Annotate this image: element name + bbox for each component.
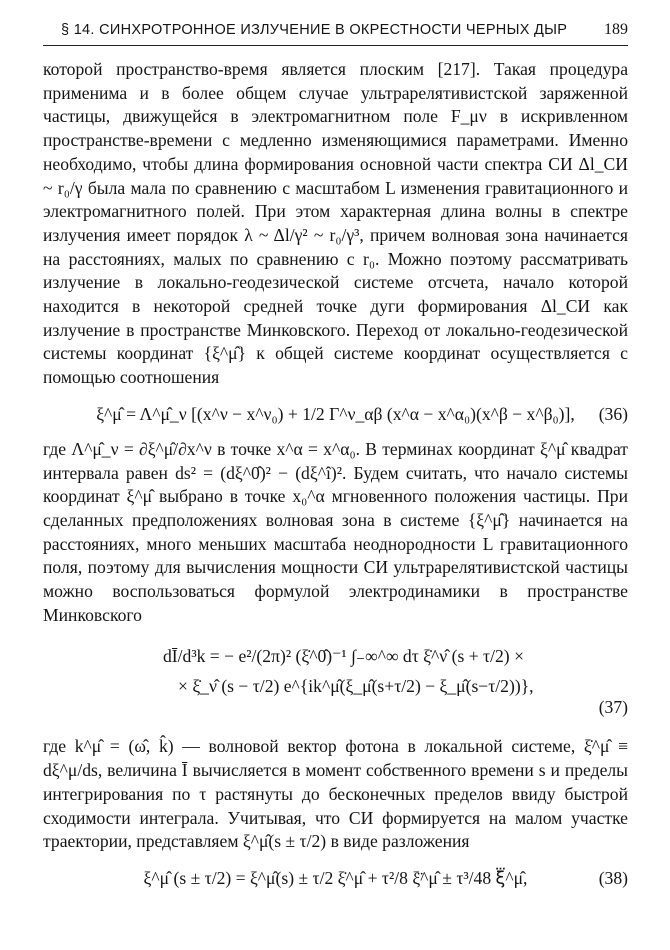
- equation-38: [43, 858, 628, 898]
- equation-36-body: ξ^μ̂ = Λ^μ̂_ν [(x^ν − x^ν₀) + 1/2 Γ^ν_αβ (x^α − x^α₀)(x^β − x^β₀)],: [96, 403, 575, 424]
- header-rule: [43, 45, 628, 46]
- equation-37-line-2: × ξ̇_ν̂ (s − τ/2) e^{ik^μ̂(ξ_μ̂(s+τ/2) − ξ_μ̂(s−τ/2))},: [178, 676, 534, 697]
- page-header: [43, 20, 628, 48]
- equation-37: [43, 635, 628, 727]
- equation-36: [43, 394, 628, 434]
- equation-37-label: (37): [598, 697, 628, 718]
- paragraph-3: где k^μ̂ = (ω̂, k̂) — волновой вектор фотона в локальной системе, ξ̇^μ̂ ≡ dξ^μ/ds, величина Ī вычисляется в момент собственного времени s и пределы интегрирования по τ растянуты до бесконечных пределов ввиду быстрой сходимости интеграла. Учитывая, что СИ формируется на малом участке траектории, представляем ξ^μ̂(s ± τ/2) в виде разложения: [43, 736, 628, 852]
- paragraph-2: где Λ^μ̂_ν = ∂ξ^μ̂/∂x^ν в точке x^α = x^α₀. В терминах координат ξ^μ̂ квадрат интервала равен ds² = (dξ^0̂)² − (dξ^î)². Будем считать, что начало системы координат ξ^μ̂ выбрано в точке x₀^α мгновенного положения частицы. При сделанных предположениях волновая зона в системе {ξ^μ̂} начинается на расстояниях, много меньших масштаба неоднородности L гравитационного поля, поэтому для вычисления мощности СИ ультрарелятивистской частицы можно воспользоваться формулой электродинамики в пространстве Минковского: [43, 438, 628, 625]
- paragraph-1: которой пространство-время является плоским [217]. Такая процедура применима и в более общем случае ультрарелятивистской заряженной частицы, движущейся в электромагнитном поле F_μν в искривленном пространстве-времени с медленно изменяющимися параметрами. Именно необходимо, чтобы длина формирования основной части спектра СИ Δl_СИ ~ r₀/γ была мала по сравнению с масштабом L изменения гравитационного и электромагнитного полей. При этом характерная длина волны в спектре излучения имеет порядок λ ~ Δl/γ² ~ r₀/γ³, причем волновая зона начинается на расстояниях, малых по сравнению с r₀. Можно поэтому рассматривать излучение в локально-геодезической системе отсчета, начало которой находится в некоторой средней точке дуги формирования Δl_СИ как излучение в пространстве Минковского. Переход от локально-геодезической системы координат {ξ^μ̂} к общей системе координат осуществляется с помощью соотношения: [43, 59, 628, 388]
- page-body: [43, 58, 628, 902]
- equation-38-label: (38): [598, 867, 628, 888]
- running-head: § 14. СИНХРОТРОННОЕ ИЗЛУЧЕНИЕ В ОКРЕСТНОСТИ ЧЕРНЫХ ДЫР: [61, 22, 568, 38]
- equation-38-body: ξ^μ̂ (s ± τ/2) = ξ^μ̂(s) ± τ/2 ξ̇^μ̂ + τ²/8 ξ̈^μ̂ ± τ³/48 ξ⃛^μ̂,: [143, 867, 528, 888]
- equation-36-label: (36): [598, 403, 628, 424]
- equation-37-line-1: dĪ/d³k = − e²/(2π)² (ξ̇^0̂)⁻¹ ∫₋∞^∞ dτ ξ̇^ν̂ (s + τ/2) ×: [163, 646, 524, 667]
- page-number: 189: [604, 21, 628, 38]
